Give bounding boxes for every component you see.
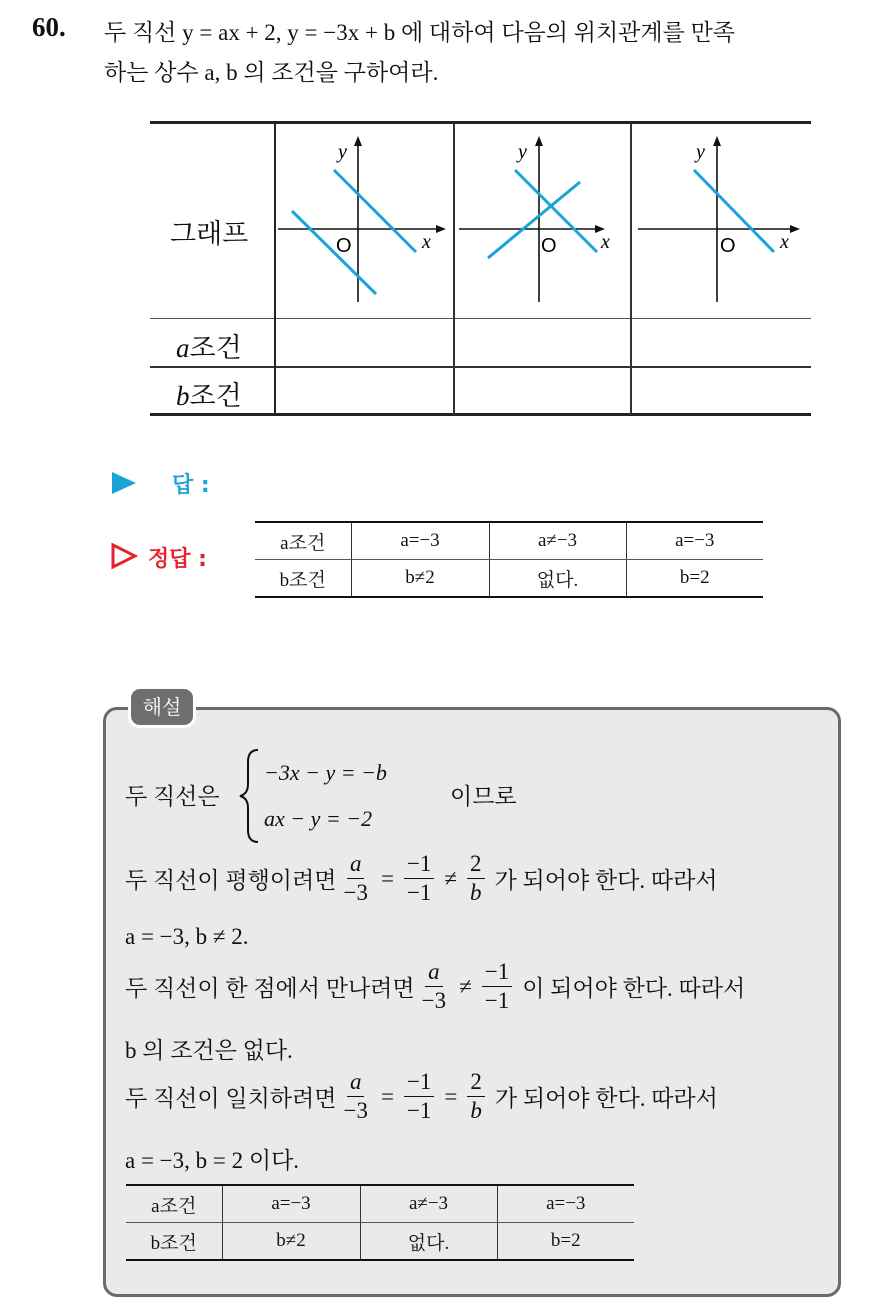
system-eq-1: −3x − y = −b xyxy=(264,760,387,785)
row-label-graph: 그래프 xyxy=(170,219,249,250)
y-axis-arrow-icon xyxy=(713,136,721,146)
expl-line-5: b 의 조건은 없다. xyxy=(125,1038,293,1063)
row-label-b: b조건 xyxy=(176,381,242,411)
row-label-a: a조건 xyxy=(176,333,242,363)
y-label: y xyxy=(518,141,527,163)
table-cell: a≠−3 xyxy=(489,522,626,560)
system-eq-2: ax − y = −2 xyxy=(264,806,373,831)
question-line-2: 하는 상수 a, b 의 조건을 구하여라. xyxy=(104,60,439,85)
table-cell: a=−3 xyxy=(497,1185,634,1223)
table-cell: a≠−3 xyxy=(360,1185,497,1223)
fraction: $\frac{2}{b}$ xyxy=(467,1070,485,1123)
expl-line-7: a = −3, b = 2 이다. xyxy=(125,1148,300,1173)
correct-answer-label: 정답 : xyxy=(148,547,207,572)
x-label: x xyxy=(422,231,431,253)
table-bottom-rule xyxy=(150,413,811,416)
fraction: $\frac{a}{-3}$ xyxy=(421,959,447,1013)
x-label: x xyxy=(601,231,610,253)
x-axis-arrow-icon xyxy=(436,225,446,233)
fraction: $\frac{-1}{-1}$ xyxy=(404,1070,434,1123)
graph-coincident xyxy=(632,124,810,318)
x-label: x xyxy=(780,231,789,253)
graph-intersect xyxy=(455,124,630,318)
table-cell: 없다. xyxy=(489,560,626,598)
table-cell: a조건 xyxy=(255,522,351,560)
expl-line-2: 두 직선이 평행이려면 $\frac{a}{-3}$ = $\frac{-1}{-1}$ ≠ $\frac{2}{b}$ 가 되어야 한다. 따라서 xyxy=(125,851,718,905)
fraction: $\frac{a}{-3}$ xyxy=(343,851,368,905)
fraction: $\frac{2}{b}$ xyxy=(467,852,485,905)
y-label: y xyxy=(338,141,347,163)
line-2 xyxy=(292,211,376,294)
correct-arrow-icon xyxy=(110,542,138,570)
expl-line-4: 두 직선이 한 점에서 만나려면 $\frac{a}{-3}$ ≠ $\frac{-1}{-1}$ 이 되어야 한다. 따라서 xyxy=(125,959,746,1013)
fraction: $\frac{-1}{-1}$ xyxy=(482,960,512,1013)
expl-text: 두 직선이 평행이려면 xyxy=(125,868,337,893)
table-row xyxy=(255,560,763,598)
explanation-answer-table xyxy=(126,1184,634,1261)
table-cell: b≠2 xyxy=(222,1223,360,1261)
question-line-1: 두 직선 y = ax + 2, y = −3x + b 에 대하여 다음의 위치관계를 만족 xyxy=(104,20,736,45)
table-row xyxy=(126,1223,634,1261)
table-cell: a=−3 xyxy=(626,522,763,560)
answer-arrow-icon xyxy=(110,470,138,496)
expl-line-1-suffix: 이므로 xyxy=(450,784,517,809)
origin-label: O xyxy=(720,235,736,257)
table-cell: a=−3 xyxy=(351,522,489,560)
y-label: y xyxy=(696,141,705,163)
table-cell: a=−3 xyxy=(222,1185,360,1223)
graph-parallel xyxy=(276,124,453,318)
fraction: $\frac{a}{-3}$ xyxy=(343,1069,368,1123)
question-number: 60. xyxy=(32,12,66,42)
expl-line-1-prefix: 두 직선은 xyxy=(125,784,220,809)
origin-label: O xyxy=(541,235,557,257)
expl-line-3: a = −3, b ≠ 2. xyxy=(125,924,249,949)
x-axis-arrow-icon xyxy=(790,225,800,233)
table-cell: a조건 xyxy=(126,1185,222,1223)
table-cell: b=2 xyxy=(626,560,763,598)
table-cell: 없다. xyxy=(360,1223,497,1261)
y-axis-arrow-icon xyxy=(354,136,362,146)
table-cell: b≠2 xyxy=(351,560,489,598)
table-cell: b=2 xyxy=(497,1223,634,1261)
expl-line-6: 두 직선이 일치하려면 $\frac{a}{-3}$ = $\frac{-1}{-1}$ = $\frac{2}{b}$ 가 되어야 한다. 따라서 xyxy=(125,1069,718,1123)
table-row xyxy=(126,1185,634,1223)
table-cell: b조건 xyxy=(255,560,351,598)
brace-icon xyxy=(238,748,262,844)
table-row xyxy=(255,522,763,560)
answer-label: 답 : xyxy=(172,473,210,498)
fraction: $\frac{-1}{-1}$ xyxy=(404,852,434,905)
table-rule xyxy=(150,366,811,368)
origin-label: O xyxy=(336,235,352,257)
y-axis-arrow-icon xyxy=(535,136,543,146)
table-rule xyxy=(150,318,811,319)
explanation-tag: 해설 xyxy=(128,686,196,728)
correct-answer-table xyxy=(255,521,763,598)
table-cell: b조건 xyxy=(126,1223,222,1261)
